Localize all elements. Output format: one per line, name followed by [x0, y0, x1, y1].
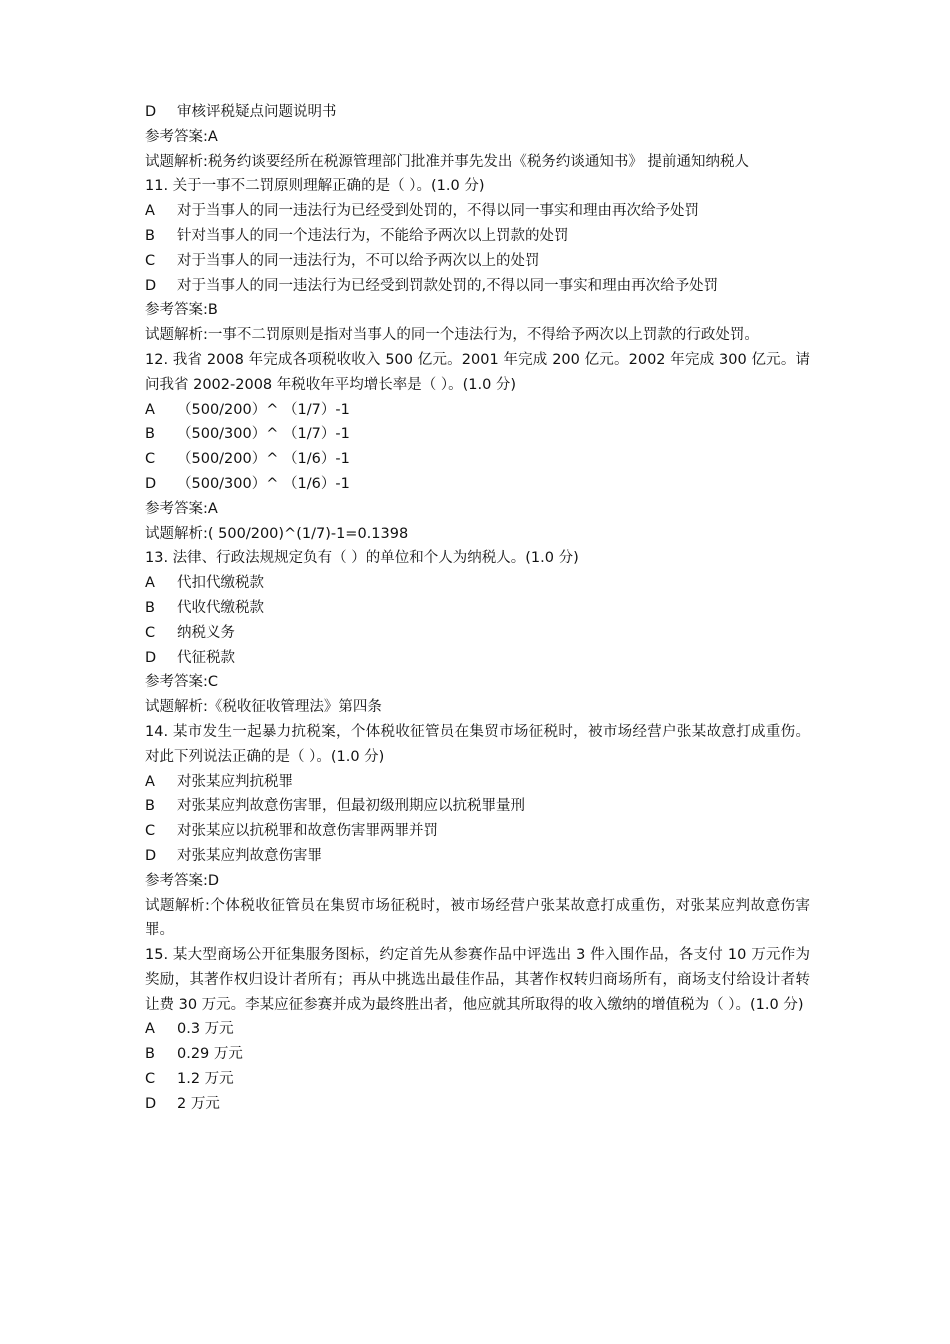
option-key: A	[145, 401, 155, 418]
option-key: D	[145, 649, 157, 666]
option-row	[145, 274, 810, 299]
option-key: A	[145, 773, 155, 790]
option-key: A	[145, 203, 155, 220]
option-text: 针对当事人的同一个违法行为，不能给予两次以上罚款的处罚	[177, 227, 569, 244]
option-key: C	[145, 1071, 156, 1088]
option-text: （500/200）^ （1/6）-1	[177, 451, 350, 468]
document-page	[145, 100, 810, 1117]
answer-line: 参考答案:C	[145, 674, 219, 691]
option-text: 代收代缴税款	[177, 599, 264, 616]
option-text: 1.2 万元	[177, 1071, 234, 1088]
option-key: B	[145, 1046, 155, 1063]
question-stem: 14. 某市发生一起暴力抗税案，个体税收征管员在集贸市场征税时，被市场经营户张某故意打成重伤。对此下列说法正确的是（ ）。(1.0 分)	[145, 723, 810, 765]
option-row	[145, 1067, 810, 1092]
option-row	[145, 819, 810, 844]
option-key: D	[145, 277, 157, 294]
question-stem: 13. 法律、行政法规规定负有（ ）的单位和个人为纳税人。(1.0 分)	[145, 550, 579, 567]
option-key: B	[145, 426, 155, 443]
option-row	[145, 398, 810, 423]
option-row	[145, 1092, 810, 1117]
analysis-line: 试题解析:( 500/200)^(1/7)-1=0.1398	[145, 525, 409, 542]
option-row	[145, 224, 810, 249]
option-row	[145, 472, 810, 497]
answer-line: 参考答案:A	[145, 500, 218, 517]
option-key: D	[145, 1095, 157, 1112]
answer-line: 参考答案:A	[145, 128, 218, 145]
option-text: 纳税义务	[177, 624, 235, 641]
option-key: A	[145, 1021, 155, 1038]
option-key: C	[145, 451, 156, 468]
option-row	[145, 770, 810, 795]
answer-line: 参考答案:D	[145, 872, 220, 889]
option-text: 审核评税疑点问题说明书	[177, 104, 337, 120]
option-row	[145, 199, 810, 224]
option-text: 代征税款	[177, 649, 235, 666]
option-row	[145, 1042, 810, 1067]
option-text: 0.3 万元	[177, 1021, 234, 1038]
option-row	[145, 621, 810, 646]
option-text: （500/300）^ （1/6）-1	[177, 475, 350, 492]
option-key: D	[145, 475, 157, 492]
analysis-line: 试题解析:《税收征收管理法》第四条	[145, 699, 382, 716]
option-row	[145, 844, 810, 869]
option-text: 对于当事人的同一违法行为，不可以给予两次以上的处罚	[177, 252, 540, 269]
option-row	[145, 571, 810, 596]
option-row	[145, 447, 810, 472]
option-key: C	[145, 252, 156, 269]
option-text: 对张某应判抗税罪	[177, 773, 293, 790]
option-key: B	[145, 599, 155, 616]
option-key: B	[145, 227, 155, 244]
option-row	[145, 100, 810, 125]
option-key: C	[145, 823, 156, 840]
option-row	[145, 1017, 810, 1042]
option-text: 对于当事人的同一违法行为已经受到处罚的，不得以同一事实和理由再次给予处罚	[177, 203, 699, 220]
option-row	[145, 596, 810, 621]
option-key: D	[145, 104, 157, 120]
option-text: 对张某应以抗税罪和故意伤害罪两罪并罚	[177, 823, 438, 840]
option-text: 代扣代缴税款	[177, 575, 264, 592]
option-key: A	[145, 575, 155, 592]
option-text: （500/200）^ （1/7）-1	[177, 401, 350, 418]
option-row	[145, 422, 810, 447]
answer-line: 参考答案:B	[145, 302, 218, 319]
option-key: D	[145, 847, 157, 864]
option-row	[145, 249, 810, 274]
question-stem: 15. 某大型商场公开征集服务图标，约定首先从参赛作品中评选出 3 件入围作品，各支付 10 万元作为奖励，其著作权归设计者所有；再从中挑选出最佳作品，其著作权转归商场所有，商场支付给设计者转让费 30 万元。李某应征参赛并成为最终胜出者，他应就其所取得的收入缴纳的增值税为（ ）。(1.0 分)	[145, 947, 810, 1013]
question-stem: 11. 关于一事不二罚原则理解正确的是（ ）。(1.0 分)	[145, 178, 485, 195]
option-text: 2 万元	[177, 1095, 220, 1112]
analysis-line: 试题解析:一事不二罚原则是指对当事人的同一个违法行为，不得给予两次以上罚款的行政处罚。	[145, 327, 759, 344]
analysis-line: 试题解析:个体税收征管员在集贸市场征税时，被市场经营户张某故意打成重伤，对张某应判故意伤害罪。	[145, 897, 810, 939]
analysis-line: 试题解析:税务约谈要经所在税源管理部门批准并事先发出《税务约谈通知书》 提前通知纳税人	[145, 153, 749, 170]
option-row	[145, 794, 810, 819]
option-key: B	[145, 798, 155, 815]
option-text: （500/300）^ （1/7）-1	[177, 426, 350, 443]
option-text: 对张某应判故意伤害罪，但最初级刑期应以抗税罪量刑	[177, 798, 525, 815]
option-text: 0.29 万元	[177, 1046, 243, 1063]
option-text: 对张某应判故意伤害罪	[177, 847, 322, 864]
question-stem: 12. 我省 2008 年完成各项税收收入 500 亿元。2001 年完成 200 亿元。2002 年完成 300 亿元。请问我省 2002-2008 年税收年平均增长率是（ ）。(1.0 分)	[145, 351, 810, 393]
option-row	[145, 646, 810, 671]
option-key: C	[145, 624, 156, 641]
option-text: 对于当事人的同一违法行为已经受到罚款处罚的,不得以同一事实和理由再次给予处罚	[177, 277, 719, 294]
